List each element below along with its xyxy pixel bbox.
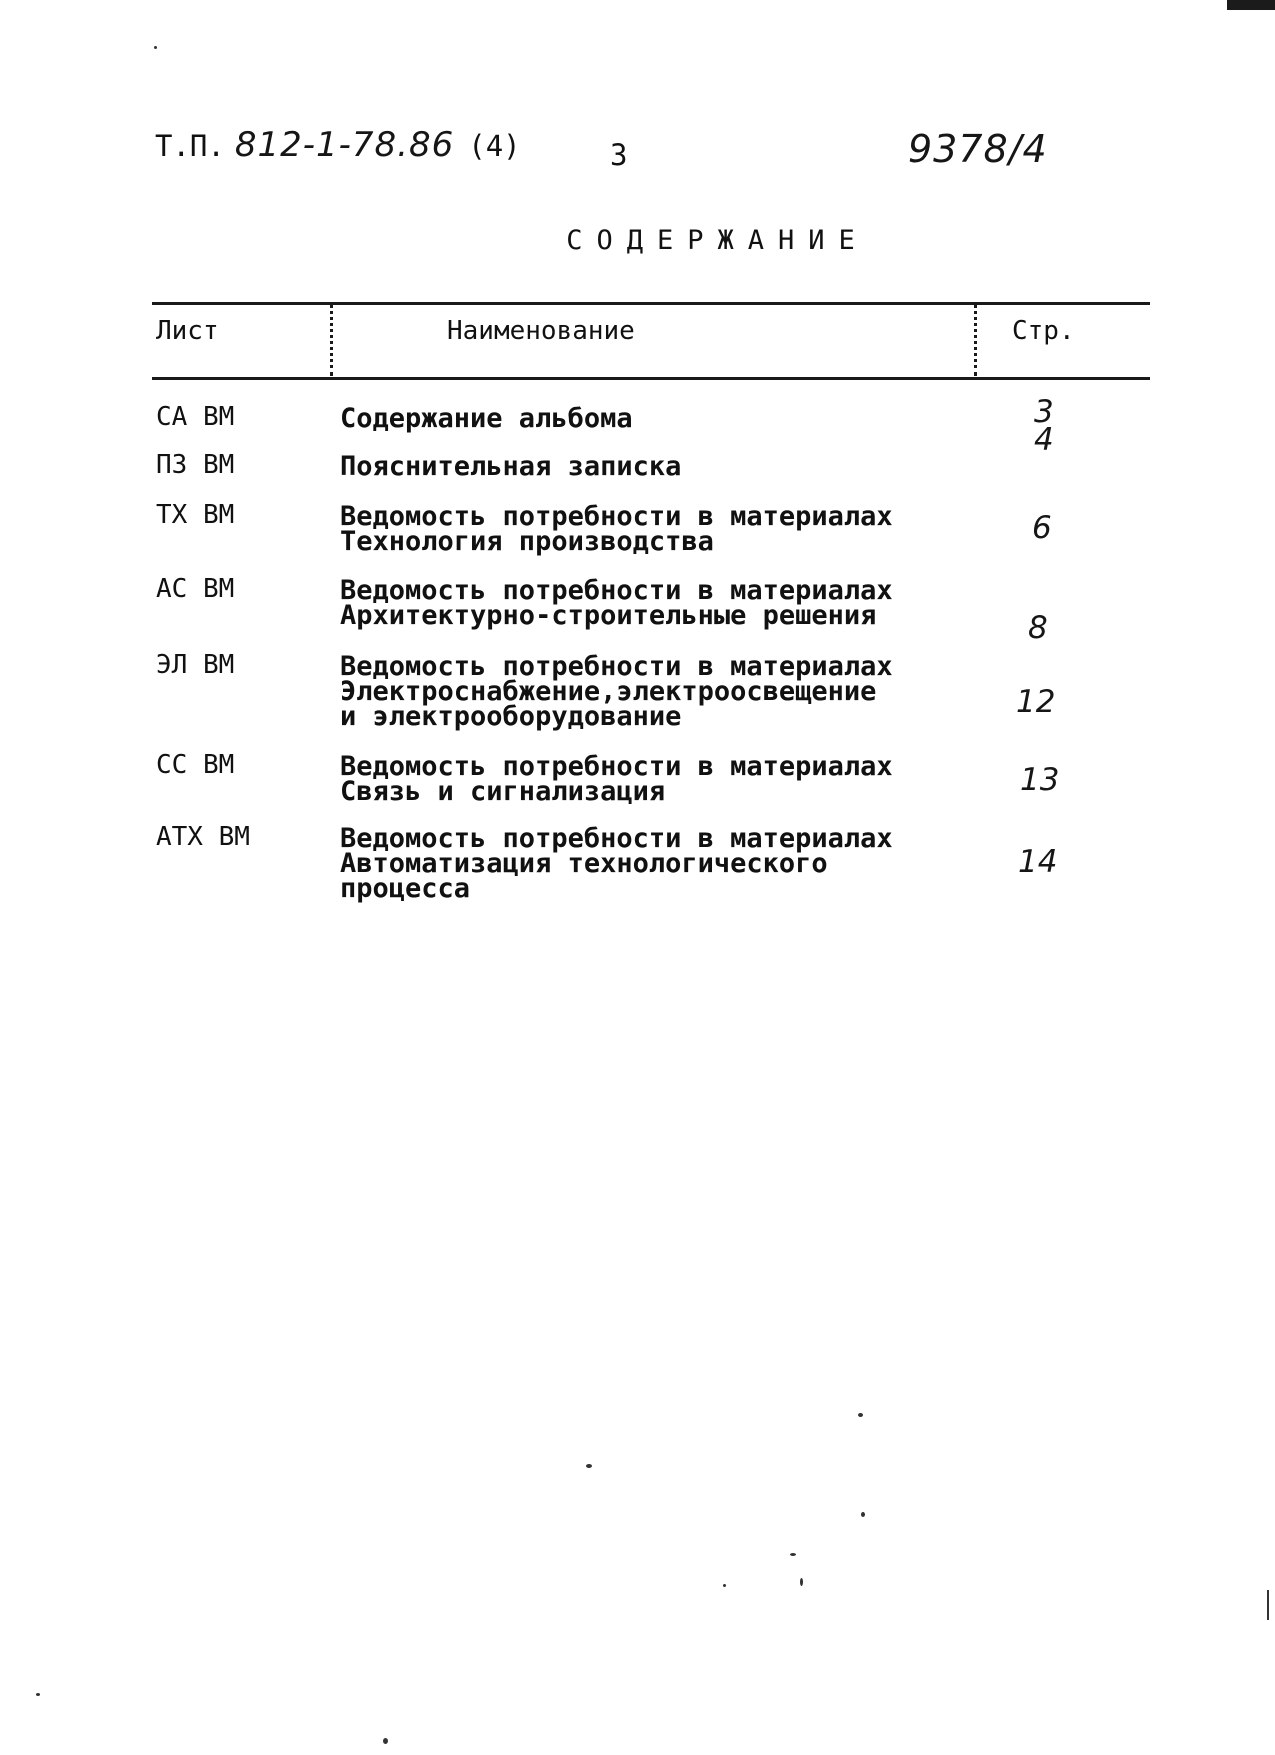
page-number: 3: [610, 138, 628, 172]
project-code: 812-1-78.86: [234, 125, 455, 165]
row-page-number: 13: [1020, 762, 1060, 798]
row-name-line: Ведомость потребности в материалах: [340, 575, 893, 606]
row-name-line: Ведомость потребности в материалах: [340, 651, 893, 682]
row-page-number: 12: [1016, 684, 1056, 720]
row-name: [340, 575, 893, 631]
column-divider: [330, 304, 333, 376]
row-name: [340, 403, 633, 434]
sheet-index: (4): [468, 129, 521, 163]
row-name-line: Ведомость потребности в материалах: [340, 501, 893, 532]
row-name-line: процесса: [340, 873, 471, 904]
row-name-line: Архитектурно-строительные решения: [340, 600, 877, 631]
page-title: СОДЕРЖАНИЕ: [566, 225, 869, 256]
scan-edge-mark: [1227, 0, 1275, 10]
row-sheet-code: СС ВМ: [156, 750, 235, 780]
row-name-line: Содержание альбома: [340, 403, 633, 434]
row-sheet-code: ПЗ ВМ: [156, 450, 235, 480]
row-sheet-code: АТХ ВМ: [156, 822, 250, 852]
row-name-line: Связь и сигнализация: [340, 776, 666, 807]
row-page-number: 4: [1034, 422, 1054, 458]
row-name-line: Пояснительная записка: [340, 451, 682, 482]
row-sheet-code: СА ВМ: [156, 402, 235, 432]
row-page-number: 6: [1032, 510, 1052, 546]
row-name-line: Электроснабжение,электроосвещение: [340, 676, 877, 707]
row-sheet-code: ТХ ВМ: [156, 500, 235, 530]
column-header-name: Наименование: [447, 316, 635, 346]
column-header-page: Стр.: [1012, 316, 1075, 346]
row-name: [340, 751, 893, 807]
table-top-rule: [152, 302, 1150, 305]
row-sheet-code: АС ВМ: [156, 574, 235, 604]
row-name: [340, 823, 893, 904]
row-name-line: и электрооборудование: [340, 701, 682, 732]
table-header-rule: [152, 377, 1150, 380]
project-header: [155, 125, 521, 181]
column-header-sheet: Лист: [156, 316, 219, 346]
row-name-line: Ведомость потребности в материалах: [340, 751, 893, 782]
row-sheet-code: ЭЛ ВМ: [156, 650, 235, 680]
row-name-line: Ведомость потребности в материалах: [340, 823, 893, 854]
inventory-number: 9378/4: [908, 127, 1048, 171]
row-page-number: 8: [1028, 610, 1048, 646]
tp-prefix: Т.П.: [155, 129, 225, 163]
column-divider: [974, 304, 977, 376]
row-name: [340, 451, 682, 482]
row-name-line: Технология производства: [340, 526, 714, 557]
row-page-number: 3: [1034, 394, 1054, 430]
row-name-line: Автоматизация технологического: [340, 848, 828, 879]
row-name: [340, 501, 893, 557]
row-page-number: 14: [1018, 844, 1058, 880]
row-name: [340, 651, 893, 732]
